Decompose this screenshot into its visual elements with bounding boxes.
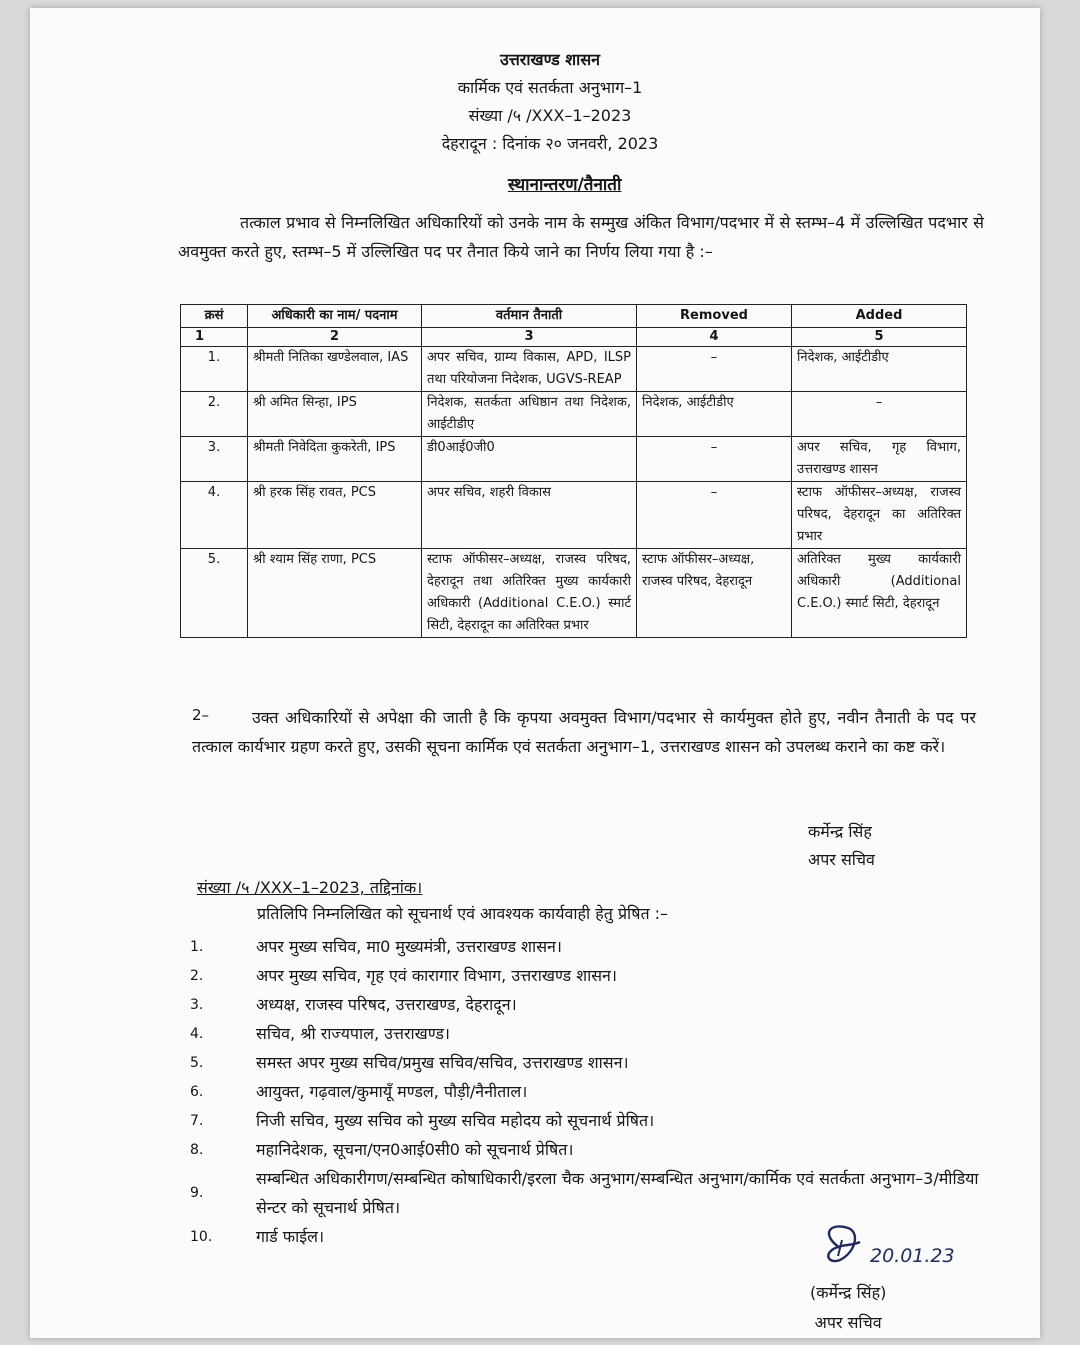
order-date: देहरादून : दिनांक २० जनवरी, 2023 <box>441 134 659 153</box>
list-item-text: महानिदेशक, सूचना/एन0आई0सी0 को सूचनार्थ प्रेषित। <box>256 1140 574 1159</box>
paragraph-1: तत्काल प्रभाव से निम्नलिखित अधिकारियों को उनके नाम के सम्मुख अंकित विभाग/पदभार में से स्तम्भ–4 में उल्लिखित पदभार से अवमुक्त करते हुए, स्तम्भ–5 में उल्लिखित पद पर तैनात किये जाने का निर्णय लिया गया है :– <box>178 213 984 261</box>
row-serial: 5. <box>181 549 248 638</box>
list-item-text: सचिव, श्री राज्यपाल, उत्तराखण्ड। <box>256 1024 450 1043</box>
row-serial: 4. <box>181 482 248 549</box>
header-serial: क्रसं <box>181 305 248 328</box>
department-name: कार्मिक एवं सतर्कता अनुभाग–1 <box>457 78 643 97</box>
signatory-designation: अपर सचिव <box>808 850 875 869</box>
list-item <box>190 932 990 961</box>
row-added: – <box>792 392 967 437</box>
row-current-posting: डी0आई0जी0 <box>422 437 637 482</box>
column-number: 1 <box>181 328 248 347</box>
header-removed: Removed <box>637 305 792 328</box>
row-removed: – <box>637 482 792 549</box>
table-column-number-row <box>181 328 967 347</box>
signatory-designation: अपर सचिव <box>814 1313 882 1332</box>
row-added: निदेशक, आईटीडीए <box>792 347 967 392</box>
row-current-posting: निदेशक, सतर्कता अधिष्ठान तथा निदेशक, आईटीडीए <box>422 392 637 437</box>
list-item-text: समस्त अपर मुख्य सचिव/प्रमुख सचिव/सचिव, उत्तराखण्ड शासन। <box>256 1053 629 1072</box>
list-item-text: गार्ड फाईल। <box>256 1227 325 1246</box>
row-removed: निदेशक, आईटीडीए <box>637 392 792 437</box>
column-number: 4 <box>637 328 792 347</box>
list-item-text: अपर मुख्य सचिव, मा0 मुख्यमंत्री, उत्तराखण्ड शासन। <box>256 937 562 956</box>
row-added: अपर सचिव, गृह विभाग, उत्तराखण्ड शासन <box>792 437 967 482</box>
signature-date: 20.01.23 <box>870 1245 955 1267</box>
list-item <box>190 1019 990 1048</box>
table-row <box>181 437 967 482</box>
paragraph-2-number: 2– <box>192 706 210 724</box>
row-serial: 3. <box>181 437 248 482</box>
row-added: अतिरिक्त मुख्य कार्यकारी अधिकारी (Additional C.E.O.) स्मार्ट सिटी, देहरादून <box>792 549 967 638</box>
signatory-block-2 <box>810 1278 886 1338</box>
list-item <box>190 1077 990 1106</box>
list-item-number: 7. <box>190 1113 204 1129</box>
copy-recipient-list <box>190 932 990 1251</box>
list-item-text: अध्यक्ष, राजस्व परिषद, उत्तराखण्ड, देहरादून। <box>256 995 517 1014</box>
header-added: Added <box>792 305 967 328</box>
table-row <box>181 549 967 638</box>
row-removed: – <box>637 437 792 482</box>
row-current-posting: अपर सचिव, शहरी विकास <box>422 482 637 549</box>
signatory-block <box>808 818 875 874</box>
header-officer: अधिकारी का नाम/ पदनाम <box>248 305 422 328</box>
order-number: संख्या /५ /XXX–1–2023 <box>468 106 632 125</box>
list-item-text: आयुक्त, गढ़वाल/कुमायूँ मण्डल, पौड़ी/नैनीताल। <box>256 1082 528 1101</box>
list-item <box>190 961 990 990</box>
list-item-text: सम्बन्धित अधिकारीगण/सम्बन्धित कोषाधिकारी/इरला चैक अनुभाग/सम्बन्धित अनुभाग/कार्मिक एवं सतर्कता अनुभाग–3/मीडिया सेन्टर को सूचनार्थ प्रेषित। <box>256 1169 979 1217</box>
copy-reference: संख्या /५ /XXX–1–2023, तद्दिनांक। <box>197 878 423 897</box>
list-item-number: 1. <box>190 939 204 955</box>
list-item-number: 2. <box>190 968 204 984</box>
transfer-table <box>180 304 967 638</box>
list-item <box>190 1135 990 1164</box>
list-item <box>190 1106 990 1135</box>
column-number: 3 <box>422 328 637 347</box>
list-item <box>190 990 990 1019</box>
list-item-number: 6. <box>190 1084 204 1100</box>
column-number: 5 <box>792 328 967 347</box>
table-row <box>181 392 967 437</box>
list-item-number: 10. <box>190 1229 213 1245</box>
paragraph-2: उक्त अधिकारियों से अपेक्षा की जाती है कि कृपया अवमुक्त विभाग/पदभार से कार्यमुक्त होते हुए, नवीन तैनाती के पद पर तत्काल कार्यभार ग्रहण करते हुए, उसकी सूचना कार्मिक एवं सतर्कता अनुभाग–1, उत्तराखण्ड शासन को उपलब्ध कराने का कष्ट करें। <box>192 708 976 756</box>
row-officer: श्री हरक सिंह रावत, PCS <box>248 482 422 549</box>
row-current-posting: स्टाफ ऑफीसर–अध्यक्ष, राजस्व परिषद, देहरादून तथा अतिरिक्त मुख्य कार्यकारी अधिकारी (Additional C.E.O.) स्मार्ट सिटी, देहरादून का अतिरिक्त प्रभार <box>422 549 637 638</box>
list-item-number: 5. <box>190 1055 204 1071</box>
row-officer: श्री श्याम सिंह राणा, PCS <box>248 549 422 638</box>
table-row <box>181 347 967 392</box>
list-item-number: 3. <box>190 997 204 1013</box>
table-header-row <box>181 305 967 328</box>
row-removed: – <box>637 347 792 392</box>
list-item-number: 8. <box>190 1142 204 1158</box>
list-item-text: अपर मुख्य सचिव, गृह एवं कारागार विभाग, उत्तराखण्ड शासन। <box>256 966 617 985</box>
government-name: उत्तराखण्ड शासन <box>499 50 601 69</box>
signatory-name: कर्मेन्द्र सिंह <box>808 822 872 841</box>
list-item <box>190 1164 990 1222</box>
list-item <box>190 1048 990 1077</box>
row-officer: श्री अमित सिन्हा, IPS <box>248 392 422 437</box>
row-current-posting: अपर सचिव, ग्राम्य विकास, APD, ILSP तथा परियोजना निदेशक, UGVS-REAP <box>422 347 637 392</box>
row-serial: 2. <box>181 392 248 437</box>
list-item-number: 4. <box>190 1026 204 1042</box>
copy-intro: प्रतिलिपि निम्नलिखित को सूचनार्थ एवं आवश्यक कार्यवाही हेतु प्रेषित :– <box>257 904 669 923</box>
row-removed: स्टाफ ऑफीसर–अध्यक्ष, राजस्व परिषद, देहरादून <box>637 549 792 638</box>
subject-heading: स्थानान्तरण/तैनाती <box>508 175 622 195</box>
row-added: स्टाफ ऑफीसर–अध्यक्ष, राजस्व परिषद, देहरादून का अतिरिक्त प्रभार <box>792 482 967 549</box>
list-item-text: निजी सचिव, मुख्य सचिव को मुख्य सचिव महोदय को सूचनार्थ प्रेषित। <box>256 1111 655 1130</box>
header-current-posting: वर्तमान तैनाती <box>422 305 637 328</box>
row-serial: 1. <box>181 347 248 392</box>
column-number: 2 <box>248 328 422 347</box>
row-officer: श्रीमती निवेदिता कुकरेती, IPS <box>248 437 422 482</box>
table-row <box>181 482 967 549</box>
row-officer: श्रीमती नितिका खण्डेलवाल, IAS <box>248 347 422 392</box>
list-item-number: 9. <box>190 1185 204 1201</box>
handwritten-signature <box>818 1220 978 1275</box>
signatory-name: (कर्मेन्द्र सिंह) <box>810 1283 887 1302</box>
